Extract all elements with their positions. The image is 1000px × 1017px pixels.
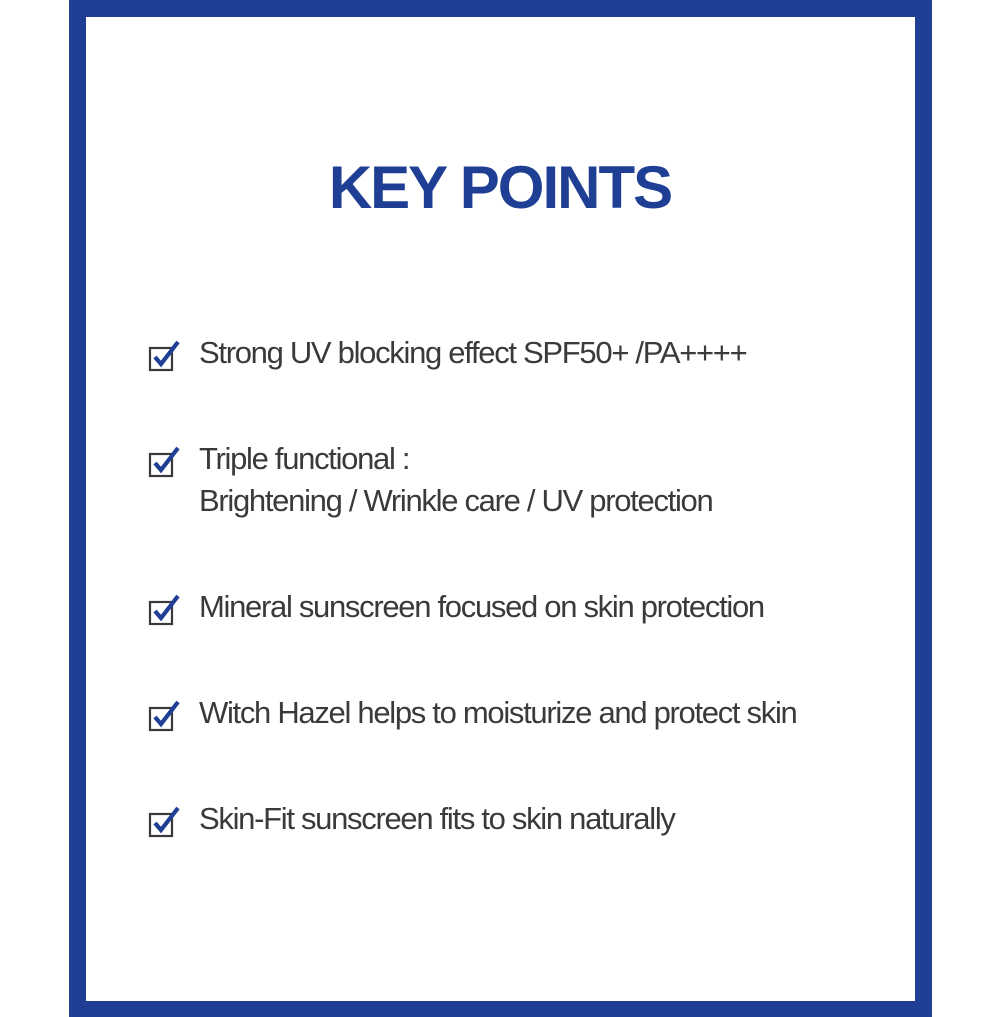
point-text	[199, 692, 797, 734]
point-line: Witch Hazel helps to moisturize and protect skin	[199, 695, 797, 730]
list-item	[147, 586, 764, 628]
point-line: Brightening / Wrinkle care / UV protection	[199, 483, 713, 518]
point-text	[199, 798, 675, 840]
checkbox-checked-icon	[147, 444, 183, 480]
list-item	[147, 438, 712, 522]
list-item	[147, 332, 746, 374]
list-item	[147, 798, 675, 840]
point-line: Skin-Fit sunscreen fits to skin naturally	[199, 801, 675, 836]
point-text	[199, 586, 764, 628]
list-item	[147, 692, 797, 734]
checkbox-checked-icon	[147, 698, 183, 734]
point-text	[199, 332, 746, 374]
page-title: KEY POINTS	[328, 154, 672, 221]
checkbox-checked-icon	[147, 338, 183, 374]
point-line: Mineral sunscreen focused on skin protection	[199, 589, 764, 624]
checkbox-checked-icon	[147, 592, 183, 628]
point-line: Strong UV blocking effect SPF50+ /PA++++	[199, 335, 747, 370]
checkbox-checked-icon	[147, 804, 183, 840]
point-text	[199, 438, 712, 522]
point-line: Triple functional :	[199, 441, 410, 476]
